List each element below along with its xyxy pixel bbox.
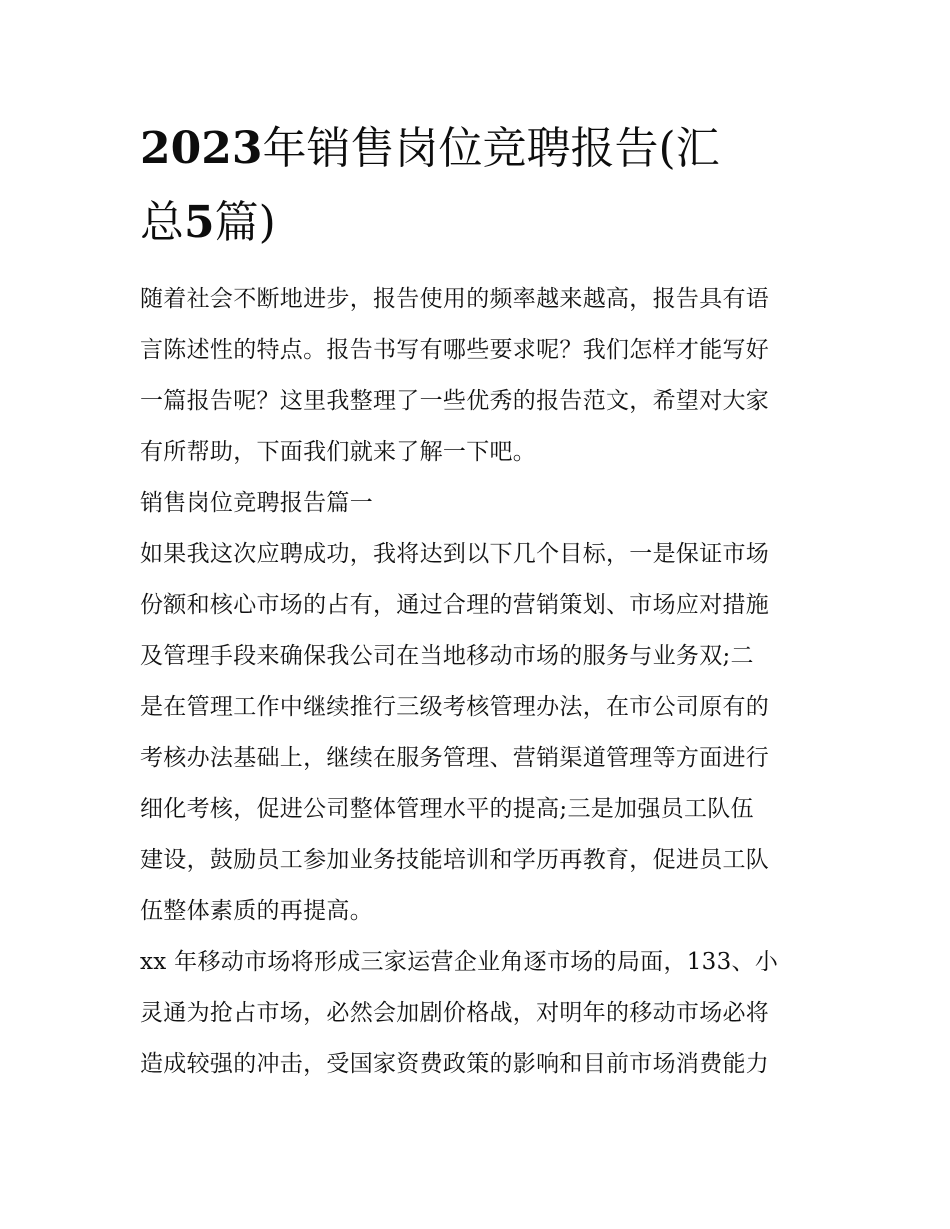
title-year: 2023 bbox=[140, 123, 263, 174]
paragraph-line: 造成较强的冲击，受国家资费政策的影响和目前市场消费能力 bbox=[140, 1051, 770, 1077]
intro-line: 随着社会不断地进步，报告使用的频率越来越高，报告具有语 bbox=[140, 286, 770, 312]
paragraph-line: 建设，鼓励员工参加业务技能培训和学历再教育，促进员工队 bbox=[140, 847, 770, 873]
intro-line: 言陈述性的特点。报告书写有哪些要求呢？我们怎样才能写好 bbox=[140, 337, 770, 363]
paragraph-line: 如果我这次应聘成功，我将达到以下几个目标，一是保证市场 bbox=[140, 541, 770, 567]
document-body bbox=[140, 274, 812, 1090]
paragraph-line: 考核办法基础上，继续在服务管理、营销渠道管理等方面进行 bbox=[140, 745, 770, 771]
title-count: 5 bbox=[184, 197, 215, 248]
paragraph-line: 伍整体素质的再提高。 bbox=[140, 898, 373, 924]
paragraph-goals bbox=[140, 529, 812, 937]
intro-line: 有所帮助，下面我们就来了解一下吧。 bbox=[140, 439, 537, 465]
document-page bbox=[140, 112, 812, 1090]
title-line-1 bbox=[140, 112, 812, 186]
paragraph-line: xx 年移动市场将形成三家运营企业角逐市场的局面，133、小 bbox=[140, 949, 779, 975]
title-text-1: 年销售岗位竞聘报告(汇 bbox=[262, 123, 720, 174]
intro-paragraph bbox=[140, 274, 812, 478]
title-line-2 bbox=[140, 186, 812, 260]
paragraph-line: 份额和核心市场的占有，通过合理的营销策划、市场应对措施 bbox=[140, 592, 770, 618]
intro-line: 一篇报告呢？这里我整理了一些优秀的报告范文，希望对大家 bbox=[140, 388, 770, 414]
paragraph-line: 是在管理工作中继续推行三级考核管理办法，在市公司原有的 bbox=[140, 694, 770, 720]
title-text-2: 篇) bbox=[214, 197, 276, 248]
title-prefix-2: 总 bbox=[140, 197, 184, 248]
paragraph-line: 及管理手段来确保我公司在当地移动市场的服务与业务双;二 bbox=[140, 643, 754, 669]
document-title bbox=[140, 112, 812, 260]
paragraph-line: 灵通为抢占市场，必然会加剧价格战，对明年的移动市场必将 bbox=[140, 1000, 770, 1026]
paragraph-line: 细化考核，促进公司整体管理水平的提高;三是加强员工队伍 bbox=[140, 796, 754, 822]
paragraph-market bbox=[140, 937, 812, 1090]
section-heading: 销售岗位竞聘报告篇一 bbox=[140, 490, 373, 516]
